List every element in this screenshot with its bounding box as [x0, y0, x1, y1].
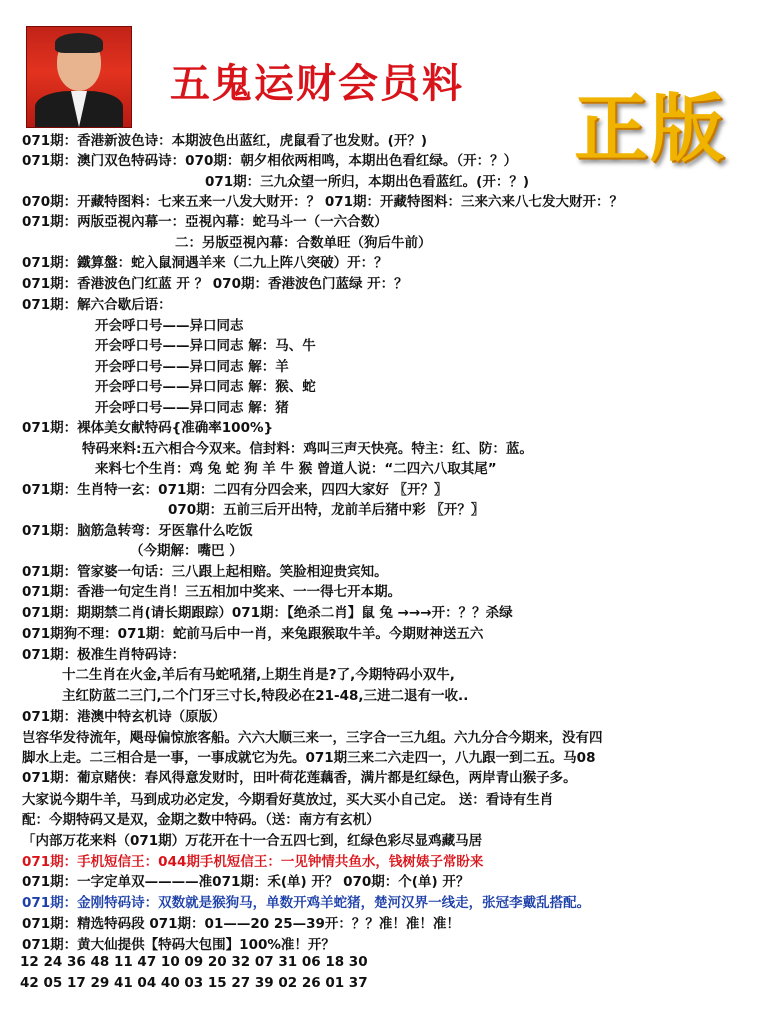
content-line: 开会呼口号——异口同志 解：马、牛 — [95, 338, 316, 354]
content-line: 071期：鐵算盤：蛇入鼠洞遇羊来（二九上阵八突破）开：？ — [22, 255, 388, 271]
content-line: 071期：港澳中特玄机诗（原版） — [22, 709, 226, 725]
content-line: 开会呼口号——异口同志 解：猪 — [95, 400, 289, 416]
content-line: 「内部万花来料（071期）万花开在十一合五四七到，红绿色彩尽显鸡藏马居 — [22, 833, 483, 849]
content-line: 十二生肖在火金,羊后有马蛇吼猪,上期生肖是?了,今期特码小双牛, — [62, 667, 455, 683]
genuine-badge: 正版 — [574, 86, 726, 172]
content-line: 071期：期期禁二肖(请长期跟踪）071期：【绝杀二肖】鼠 兔 →→→开：？？杀绿 — [22, 605, 513, 621]
content-line: 071期：金刚特码诗：双数就是猴狗马，单数开鸡羊蛇猪，楚河汉界一线走，张冠李戴乱搭配。 — [22, 895, 591, 911]
content-line: 071期：两版亞視內幕一：亞視內幕：蛇马斗一（一六合数） — [22, 214, 388, 230]
page-title: 五鬼运财会员料 — [170, 60, 464, 107]
numbers-row-2: 42 05 17 29 41 04 40 03 15 27 39 02 26 01 37 — [20, 975, 368, 991]
content-line: 开会呼口号——异口同志 — [95, 318, 244, 334]
content-line: 071期：一字定单双————准071期：禾(单) 开？ 070期：个(单) 开？ — [22, 874, 470, 890]
content-line: （今期解：嘴巴 ） — [130, 543, 243, 559]
content-line: 071期：管家婆一句话：三八跟上起相赔。笑脸相迎贵宾知。 — [22, 564, 388, 580]
content-line: 开会呼口号——异口同志 解：羊 — [95, 359, 289, 375]
content-line: 071期：香港新波色诗：本期波色出蓝红，虎鼠看了也发财。(开？) — [22, 133, 428, 149]
content-line: 071期：澳门双色特码诗：070期：朝夕相依两相鸣，本期出色看红绿。（开：？） — [22, 153, 518, 169]
content-line: 071期：生肖特一玄：071期：二四有分四会来，四四大家好 〖开？〗 — [22, 482, 448, 498]
content-line: 配：今期特码又是双，金期之数中特码。（送：南方有玄机） — [22, 812, 380, 828]
content-line: 071期：脑筋急转弯：牙医靠什么吃饭 — [22, 523, 253, 539]
content-line: 二：另版亞視內幕：合数单旺（狗后牛前） — [175, 235, 432, 251]
content-line: 070期：开藏特图料：七来五来一八发大财开：？ 071期：开藏特图料：三来六来八七发大财开：？ — [22, 194, 624, 210]
content-line: 071期：黄大仙提供【特码大包围】100%准！开？ — [22, 937, 335, 953]
content-line: 071期：手机短信王：044期手机短信王：一见钟情共鱼水，钱树婊子常盼来 — [22, 854, 484, 870]
content-line: 071期：香港波色门红蓝 开 ？ 070期：香港波色门蓝绿 开：？ — [22, 276, 408, 292]
content-line: 070期：五前三后开出特，龙前羊后猪中彩 〖开？〗 — [168, 502, 485, 518]
content-line: 071期：葡京赌侠：春风得意发财时，田叶荷花莲藕香，满片都是红绿色，两岸青山猴子多。 — [22, 770, 577, 786]
content-line: 071期：香港一句定生肖！三五相加中奖来、一一得七开本期。 — [22, 584, 402, 600]
content-line: 071期：极准生肖特码诗： — [22, 647, 186, 663]
content-line: 来料七个生肖：鸡 兔 蛇 狗 羊 牛 猴 曾道人说：“二四六八取其尾” — [95, 461, 497, 477]
content-line: 大家说今期牛羊，马到成功必定发，今期看好莫放过，买大买小自己定。 送：看诗有生肖 — [22, 792, 554, 808]
content-line: 071期：精选特码段 071期：01——20 25—39开：？？准！准！准！ — [22, 916, 460, 932]
content-line: 071期狗不理：071期：蛇前马后中一肖，来兔跟猴取牛羊。今期财神送五六 — [22, 626, 484, 642]
content-line: 主红防蓝二三门,二个门牙三寸长,特段必在21-48,三进二退有一收.. — [62, 688, 469, 704]
content-line: 071期：裸体美女献特码{准确率100%} — [22, 420, 274, 436]
content-line: 071期：三九众望一所归，本期出色看蓝红。(开：？) — [205, 174, 530, 190]
content-line: 特码来料:五六相合今双来。信封料：鸡叫三声天快亮。特主：红、防：蓝。 — [82, 441, 533, 457]
numbers-row-1: 12 24 36 48 11 47 10 09 20 32 07 31 06 18 30 — [20, 954, 368, 970]
content-line: 脚水上走。二三相合是一事，一事成就它为先。071期三来二六走四一，八九跟一到二五。马08 — [22, 750, 596, 766]
content-line: 开会呼口号——异口同志 解：猴、蛇 — [95, 379, 316, 395]
content-line: 岂容华发待流年，飓母偏惊旅客船。六六大顺三来一，三字合一三九组。六九分合今期来，没有四 — [22, 730, 603, 746]
content-line: 071期：解六合歇后语： — [22, 297, 172, 313]
